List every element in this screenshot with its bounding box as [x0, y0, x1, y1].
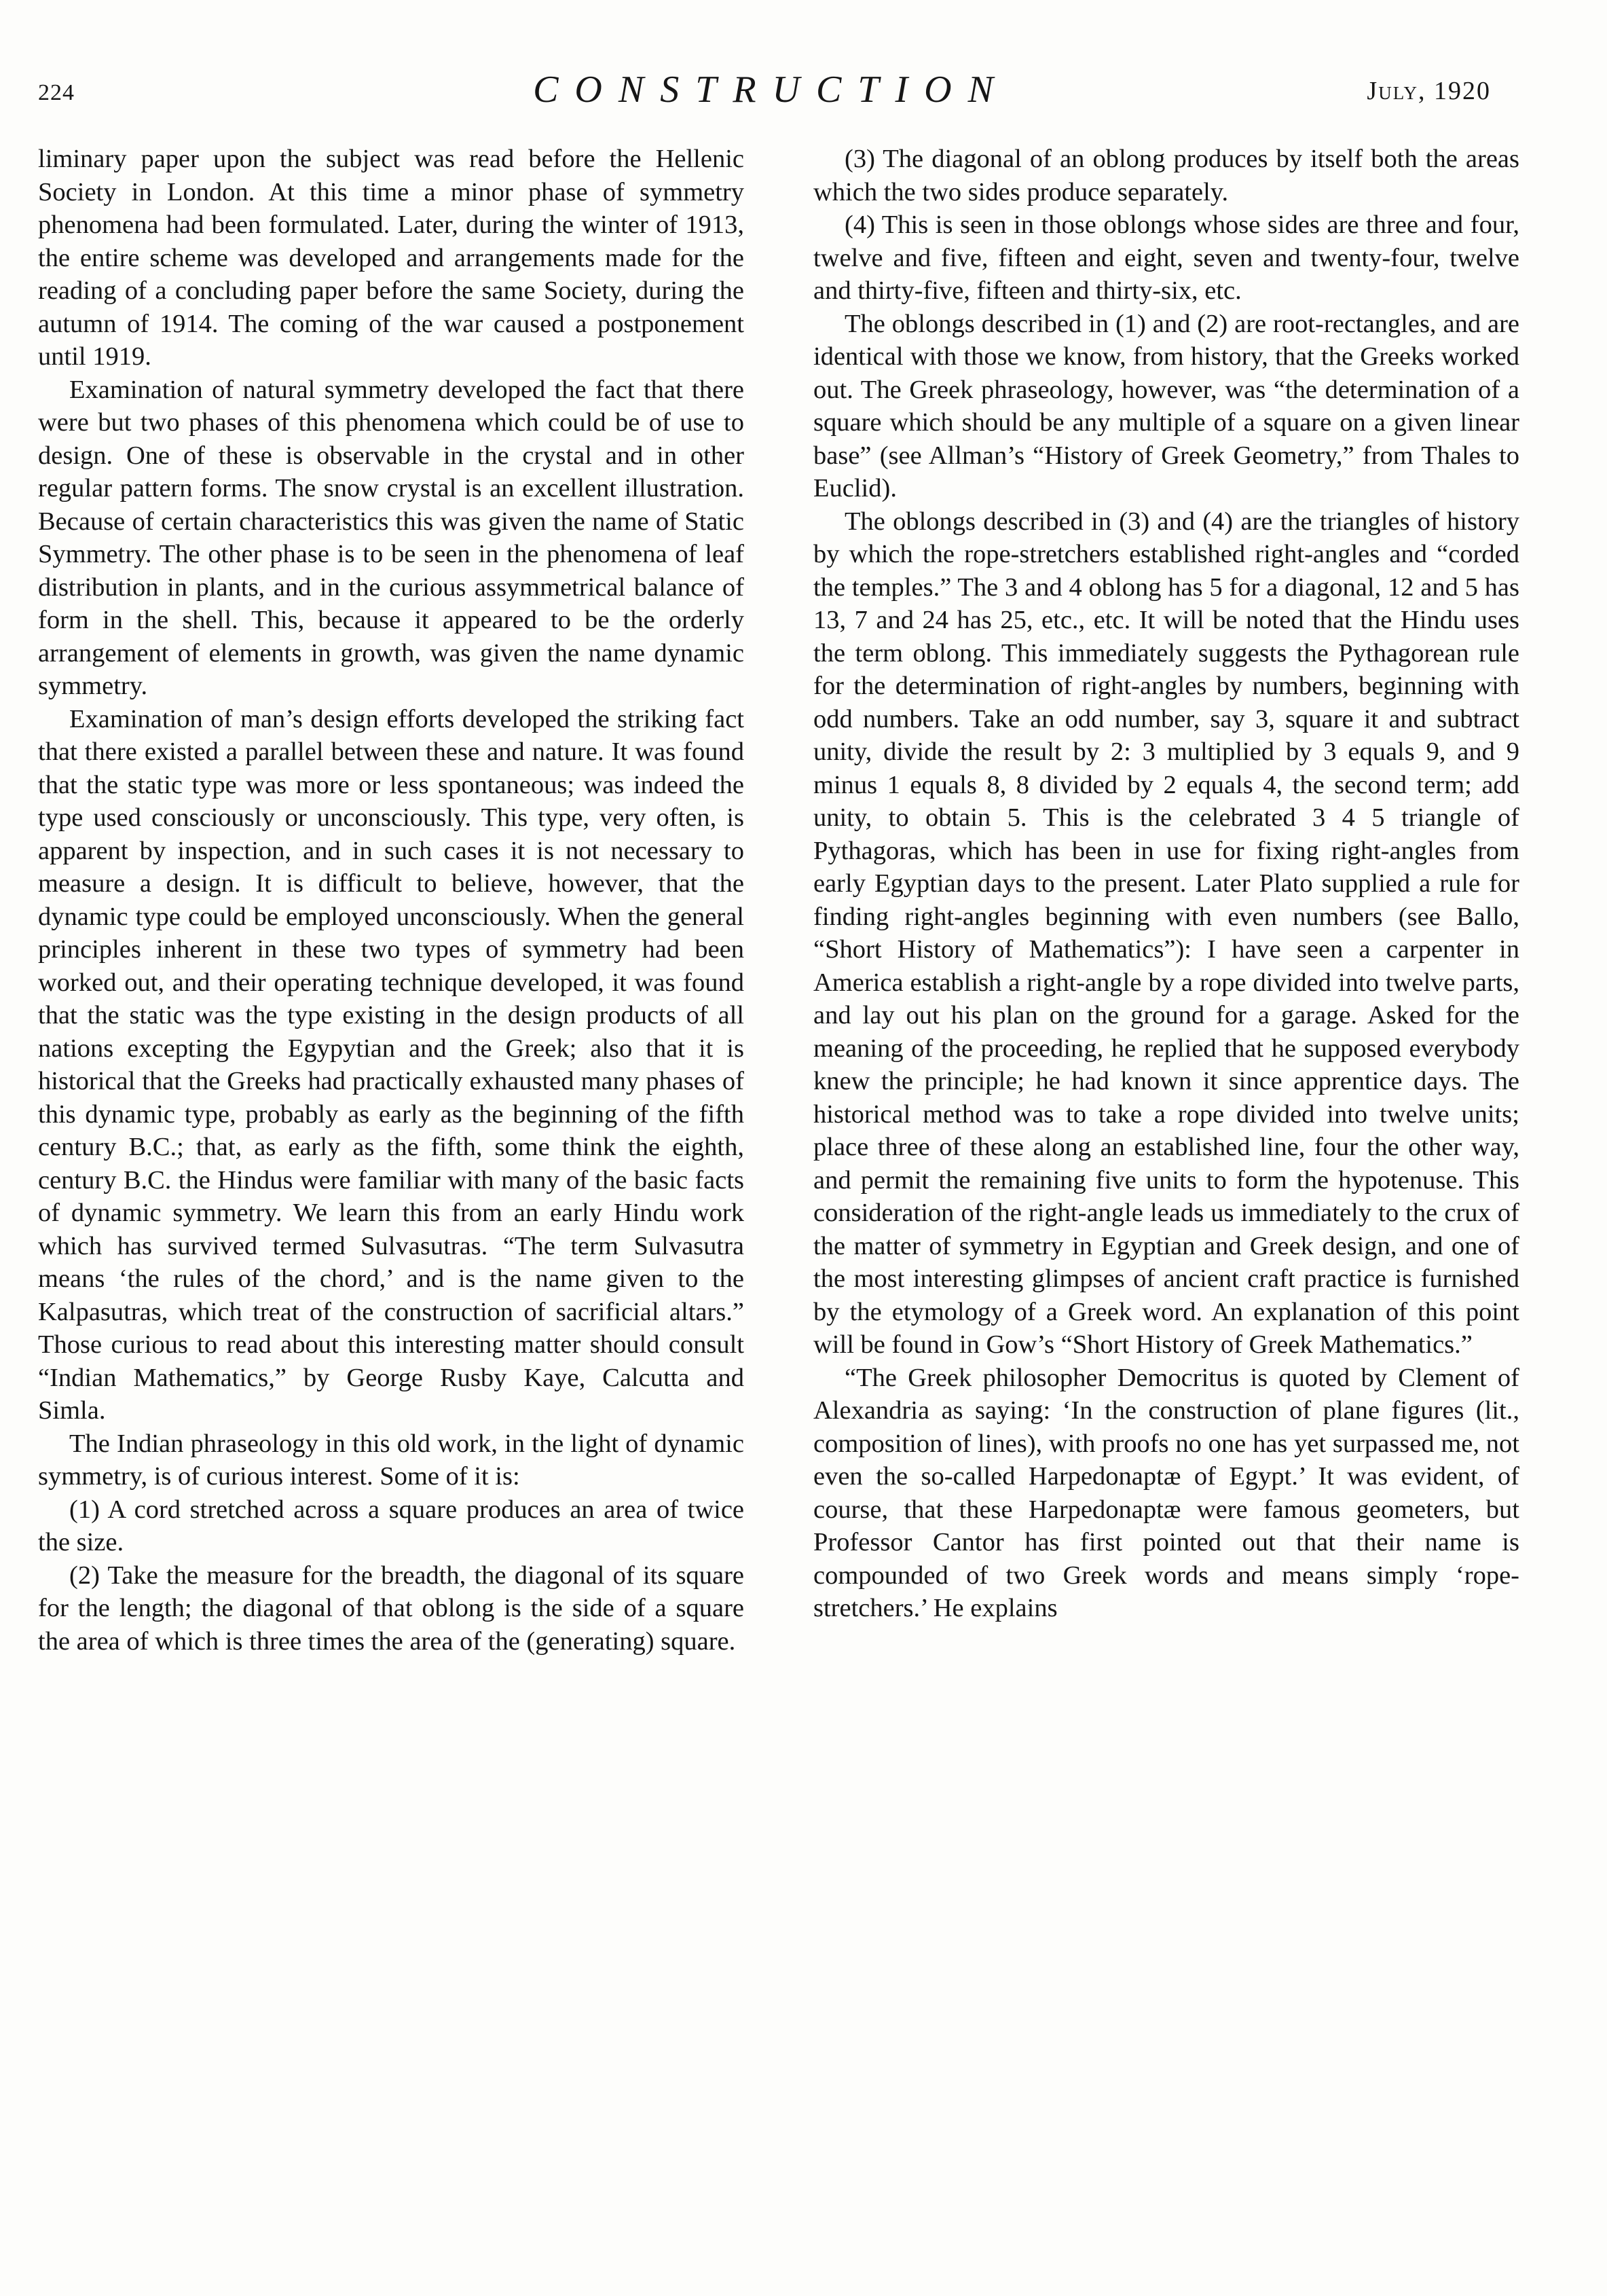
list-paragraph: (1) A cord stretched across a square produces an area of twice the size. — [38, 1495, 744, 1556]
paragraph: “The Greek philosopher Democritus is quoted by Clement of Alexandria as saying: ‘In the construction of plane figures (lit., composition of lines), with proofs no one has yet surpassed me, not even the so-called Harpedonaptæ of Egypt.’ It was evident, of course, that these Harpedonaptæ were famous geometers, but Professor Cantor has first pointed out that their name is compounded of two Greek words and means simply ‘rope-stretchers.’ He explains — [813, 1363, 1519, 1622]
page-number: 224 — [38, 80, 75, 105]
paragraph: The oblongs described in (1) and (2) are root-rectangles, and are identical with those we know, from history, that the Greeks worked out. The Greek phraseology, however, was “the determination of a square which should be any multiple of a square on a given linear base” (see Allman’s “History of Greek Geometry,” from Thales to Euclid). — [813, 309, 1519, 503]
paragraph: The Indian phraseology in this old work, in the light of dynamic symmetry, is of curious interest. Some of it is: — [38, 1429, 744, 1491]
right-column — [813, 143, 1519, 1625]
issue-date: July, 1920 — [1367, 77, 1491, 105]
journal-title: CONSTRUCTION — [533, 69, 1010, 111]
paragraph: liminary paper upon the subject was read before the Hellenic Society in London. At this time a minor phase of symmetry phenomena had been formulated. Later, during the winter of 1913, the entire scheme was developed and arrangements made for the reading of a concluding paper before the same Society, during the autumn of 1914. The coming of the war caused a postponement until 1919. — [38, 145, 744, 371]
left-column — [38, 143, 744, 1658]
paragraph: Examination of man’s design efforts developed the striking fact that there existed a parallel between these and nature. It was found that the static type was more or less spontaneous; was indeed the type used consciously or unconsciously. This type, very often, is apparent by inspection, and in such cases it is not necessary to measure a design. It is difficult to believe, however, that the dynamic type could be employed unconsciously. When the general principles inherent in these two types of symmetry had been worked out, and their operating technique developed, it was found that the static was the type existing in the design products of all nations excepting the Egypytian and the Greek; also that it is historical that the Greeks had practically exhausted many phases of this dynamic type, probably as early as the beginning of the fifth century B.C.; that, as early as the fifth, some think the eighth, century B.C. the Hindus were familiar with many of the basic facts of dynamic symmetry. We learn this from an early Hindu work which has survived termed Sulvasutras. “The term Sulvasutra means ‘the rules of the chord,’ and is the name given to the Kalpasutras, which treat of the construction of sacrificial altars.” Those curious to read about this interesting matter should consult “Indian Mathematics,” by George Rusby Kaye, Calcutta and Simla. — [38, 704, 744, 1425]
paragraph: The oblongs described in (3) and (4) are the triangles of history by which the rope-stretchers established right-angles and “corded the temples.” The 3 and 4 oblong has 5 for a diagonal, 12 and 5 has 13, 7 and 24 has 25, etc., etc. It will be noted that the Hindu uses the term oblong. This immediately suggests the Pythagorean rule for the determination of right-angles by numbers, beginning with odd numbers. Take an odd number, say 3, square it and subtract unity, divide the result by 2: 3 multiplied by 3 equals 9, and 9 minus 1 equals 8, 8 divided by 2 equals 4, the second term; add unity, to obtain 5. This is the celebrated 3 4 5 triangle of Pythagoras, which has been in use for fixing right-angles from early Egyptian days to the present. Later Plato supplied a rule for finding right-angles beginning with even numbers (see Ballo, “Short History of Mathematics”): I have seen a carpenter in America establish a right-angle by a rope divided into twelve parts, and lay out his plan on the ground for a garage. Asked for the meaning of the proceeding, he replied that he supposed everybody knew the principle; he had known it since apprentice days. The historical method was to take a rope divided into twelve units; place three of these along an established line, four the other way, and permit the remaining five units to form the hypotenuse. This consideration of the right-angle leads us immediately to the crux of the matter of symmetry in Egyptian and Greek design, and one of the most interesting glimpses of ancient craft practice is furnished by the etymology of a Greek word. An explanation of this point will be found in Gow’s “Short History of Greek Mathematics.” — [813, 507, 1519, 1359]
list-paragraph: (3) The diagonal of an oblong produces by itself both the areas which the two sides produce separately. — [813, 145, 1519, 206]
paragraph: Examination of natural symmetry developed the fact that there were but two phases of this phenomena which could be of use to design. One of these is observable in the crystal and in other regular pattern forms. The snow crystal is an excellent illustration. Because of certain characteristics this was given the name of Static Symmetry. The other phase is to be seen in the phenomena of leaf distribution in plants, and in the curious assymmetrical balance of form in the shell. This, because it appeared to be the orderly arrangement of elements in growth, was given the name dynamic symmetry. — [38, 375, 744, 700]
list-paragraph: (2) Take the measure for the breadth, the diagonal of its square for the length; the diagonal of that oblong is the side of a square the area of which is three times the area of the (generating) square. — [38, 1561, 744, 1656]
running-header — [38, 62, 1491, 124]
list-paragraph: (4) This is seen in those oblongs whose sides are three and four, twelve and five, fifteen and eight, seven and twenty-four, twelve and thirty-five, fifteen and thirty-six, etc. — [813, 211, 1519, 305]
